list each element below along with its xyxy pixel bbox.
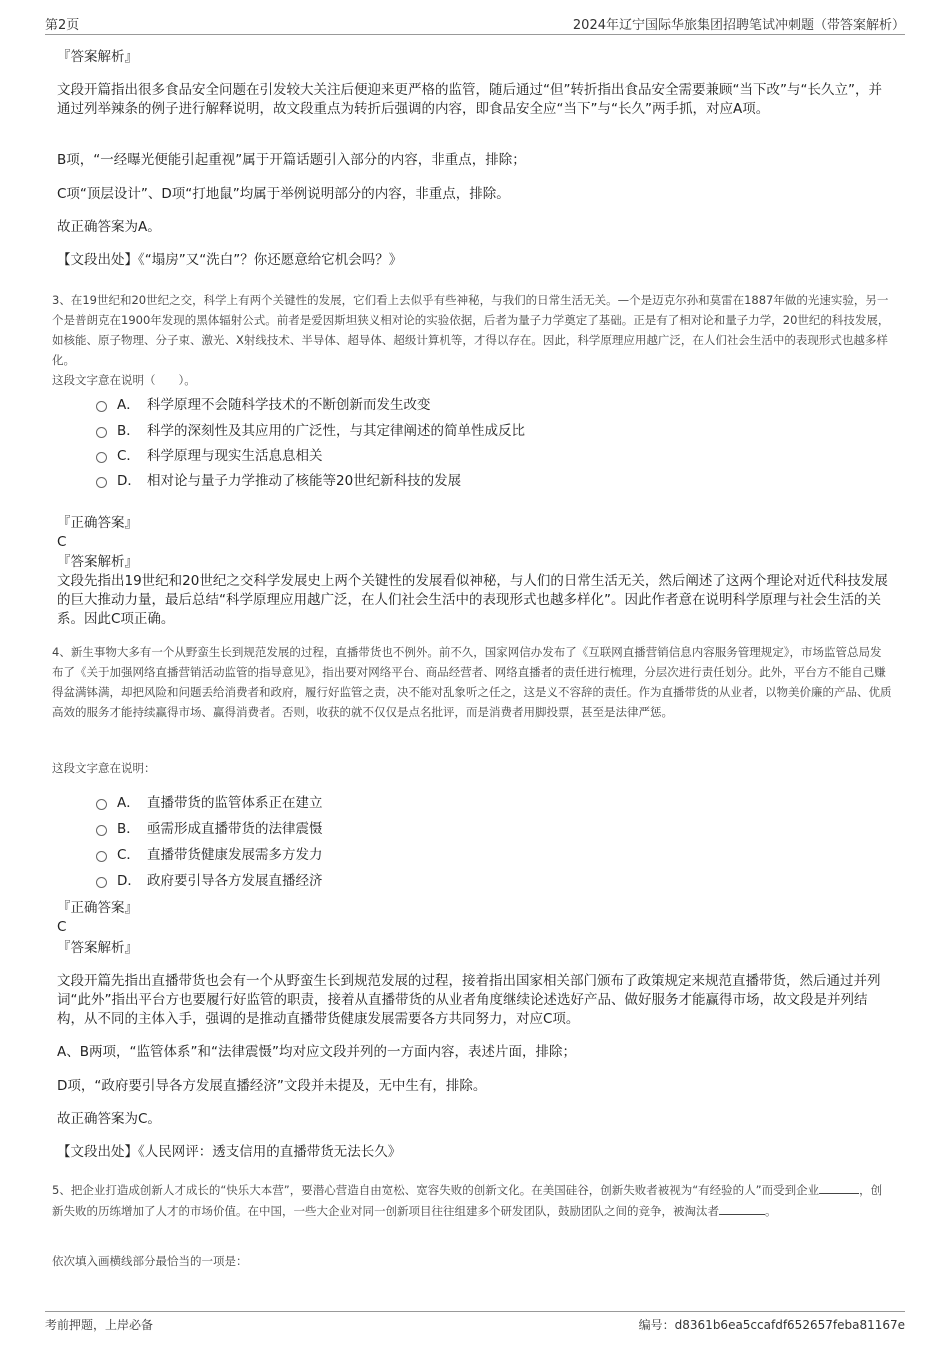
q3-option-b[interactable]: B． 科学的深刻性及其应用的广泛性，与其定律阐述的简单性成反比: [96, 421, 876, 441]
q3-analysis: 文段先指出19世纪和20世纪之交科学发展史上两个关键性的发展看似神秘，与人们的日常生活无关，然后阐述了这两个理论对近代科技发展的巨大推动力量，最后总结“科学原理应用越广泛，在人们社会生活中的表现形式也越多样化”。因此作者意在说明科学原理与社会生活的关系。因此C项正确。: [57, 573, 888, 627]
q4-analysis-p3: D项，“政府要引导各方发展直播经济”文段并未提及，无中生有，排除。: [57, 1078, 487, 1094]
radio-icon[interactable]: [96, 877, 107, 888]
page-number: 第2页: [45, 18, 80, 33]
document-id: 编号：d8361b6ea5ccafdf652657feba81167e: [638, 1318, 905, 1332]
radio-icon[interactable]: [96, 401, 107, 412]
radio-icon[interactable]: [96, 851, 107, 862]
q4-analysis-p1: 文段开篇先指出直播带货也会有一个从野蛮生长到规范发展的过程，接着指出国家相关部门颁布了政策规定来规范直播带货，然后通过并列词“此外”指出平台方也要履行好监管的职责，接着从直播带货的从业者角度继续论述选好产品、做好服务才能赢得市场，故文段是并列结构，从不同的主体入手，强调的是推动直播带货健康发展需要各方共同努力，对应C项。: [57, 973, 881, 1027]
q2-analysis-p3: C项“顶层设计”、D项“打地鼠”均属于举例说明部分的内容，非重点，排除。: [57, 186, 510, 202]
document-title: 2024年辽宁国际华旅集团招聘笔试冲刺题（带答案解析）: [572, 18, 905, 33]
fill-blank-2[interactable]: [719, 1200, 765, 1215]
q3-analysis-label: 『答案解析』: [57, 554, 138, 570]
page-footer: [45, 1311, 905, 1334]
radio-icon[interactable]: [96, 427, 107, 438]
q2-analysis-p2: B项，“一经曝光便能引起重视”属于开篇话题引入部分的内容，非重点，排除；: [57, 152, 526, 168]
q4-option-b[interactable]: B． 亟需形成直播带货的法律震慑: [96, 819, 876, 839]
radio-icon[interactable]: [96, 452, 107, 463]
q5-question: 依次填入画横线部分最恰当的一项是：: [52, 1254, 248, 1268]
q4-option-d[interactable]: D． 政府要引导各方发展直播经济: [96, 871, 876, 891]
q4-source: 【文段出处】《人民网评：透支信用的直播带货无法长久》: [57, 1144, 402, 1160]
q2-source: 【文段出处】《“塌房”又“洗白”？你还愿意给它机会吗？》: [57, 252, 403, 268]
q3-question: 这段文字意在说明（ ）。: [52, 373, 196, 387]
radio-icon[interactable]: [96, 799, 107, 810]
page-header: [45, 14, 905, 35]
q4-answer: C: [57, 919, 67, 935]
radio-icon[interactable]: [96, 825, 107, 836]
q3-option-c[interactable]: C． 科学原理与现实生活息息相关: [96, 446, 876, 466]
q4-option-a[interactable]: A． 直播带货的监管体系正在建立: [96, 793, 876, 813]
q3-option-d[interactable]: D． 相对论与量子力学推动了核能等20世纪新科技的发展: [96, 471, 876, 491]
q4-analysis-p2: A、B两项，“监管体系”和“法律震慑”均对应文段并列的一方面内容，表述片面，排除；: [57, 1044, 576, 1060]
q2-analysis-label: 『答案解析』: [57, 49, 138, 65]
q3-answer: C: [57, 534, 67, 550]
radio-icon[interactable]: [96, 477, 107, 488]
q4-analysis-label: 『答案解析』: [57, 940, 138, 956]
q4-analysis-p4: 故正确答案为C。: [57, 1111, 161, 1127]
q4-option-c[interactable]: C． 直播带货健康发展需多方发力: [96, 845, 876, 865]
q3-option-a[interactable]: A． 科学原理不会随科学技术的不断创新而发生改变: [96, 395, 876, 415]
q5-stem: 5、把企业打造成创新人才成长的“快乐大本营”，要潜心营造自由宽松、宽容失败的创新文化。在美国硅谷，创新失败者被视为“有经验的人”而受到企业 ，创新失败的历练增加了人才的市场价值。在中国，一些大企业对同一创新项目往往组建多个研发团队，鼓励团队之间的竞争，被淘汰者 。: [52, 1179, 892, 1221]
q2-analysis-p1: 文段开篇指出很多食品安全问题在引发较大关注后便迎来更严格的监管，随后通过“但”转折指出食品安全需要兼顾“当下改”与“长久立”，并通过列举辣条的例子进行解释说明，故文段重点为转折后强调的内容，即食品安全应“当下”与“长久”两手抓，对应A项。: [57, 82, 882, 117]
q3-answer-label: 『正确答案』: [57, 515, 138, 531]
q3-stem: 3、在19世纪和20世纪之交，科学上有两个关键性的发展，它们看上去似乎有些神秘，与我们的日常生活无关。—个是迈克尔孙和莫雷在1887年做的光速实验，另一个是普朗克在1900年发现的黑体辐射公式。前者是爱因斯坦狭义相对论的实验依据，后者为量子力学奠定了基础。正是有了相对论和量子力学，20世纪的科技发展，如核能、原子物理、分子束、激光、X射线技术、半导体、超导体、超级计算机等，才得以存在。因此，科学原理应用越广泛，在人们社会生活中的表现形式也越多样化。: [52, 293, 890, 367]
q4-stem: 4、新生事物大多有一个从野蛮生长到规范发展的过程，直播带货也不例外。前不久，国家网信办发布了《互联网直播营销信息内容服务管理规定》，市场监管总局发布了《关于加强网络直播营销活动监管的指导意见》，指出要对网络平台、商品经营者、网络直播者的责任进行梳理，分层次进行责任划分。此外，平台方不能自己赚得盆满钵满，却把风险和问题丢给消费者和政府，履行好监管之责，决不能对乱象听之任之，这是义不容辞的责任。作为直播带货的从业者，以物美价廉的产品、优质高效的服务才能持续赢得市场、赢得消费者。否则，收获的就不仅仅是点名批评，而是消费者用脚投票，甚至是法律严惩。: [52, 645, 892, 719]
fill-blank-1[interactable]: [819, 1179, 859, 1194]
footer-slogan: 考前押题，上岸必备: [45, 1318, 154, 1332]
q4-question: 这段文字意在说明：: [52, 761, 156, 775]
q2-analysis-p4: 故正确答案为A。: [57, 219, 161, 235]
q4-answer-label: 『正确答案』: [57, 900, 138, 916]
